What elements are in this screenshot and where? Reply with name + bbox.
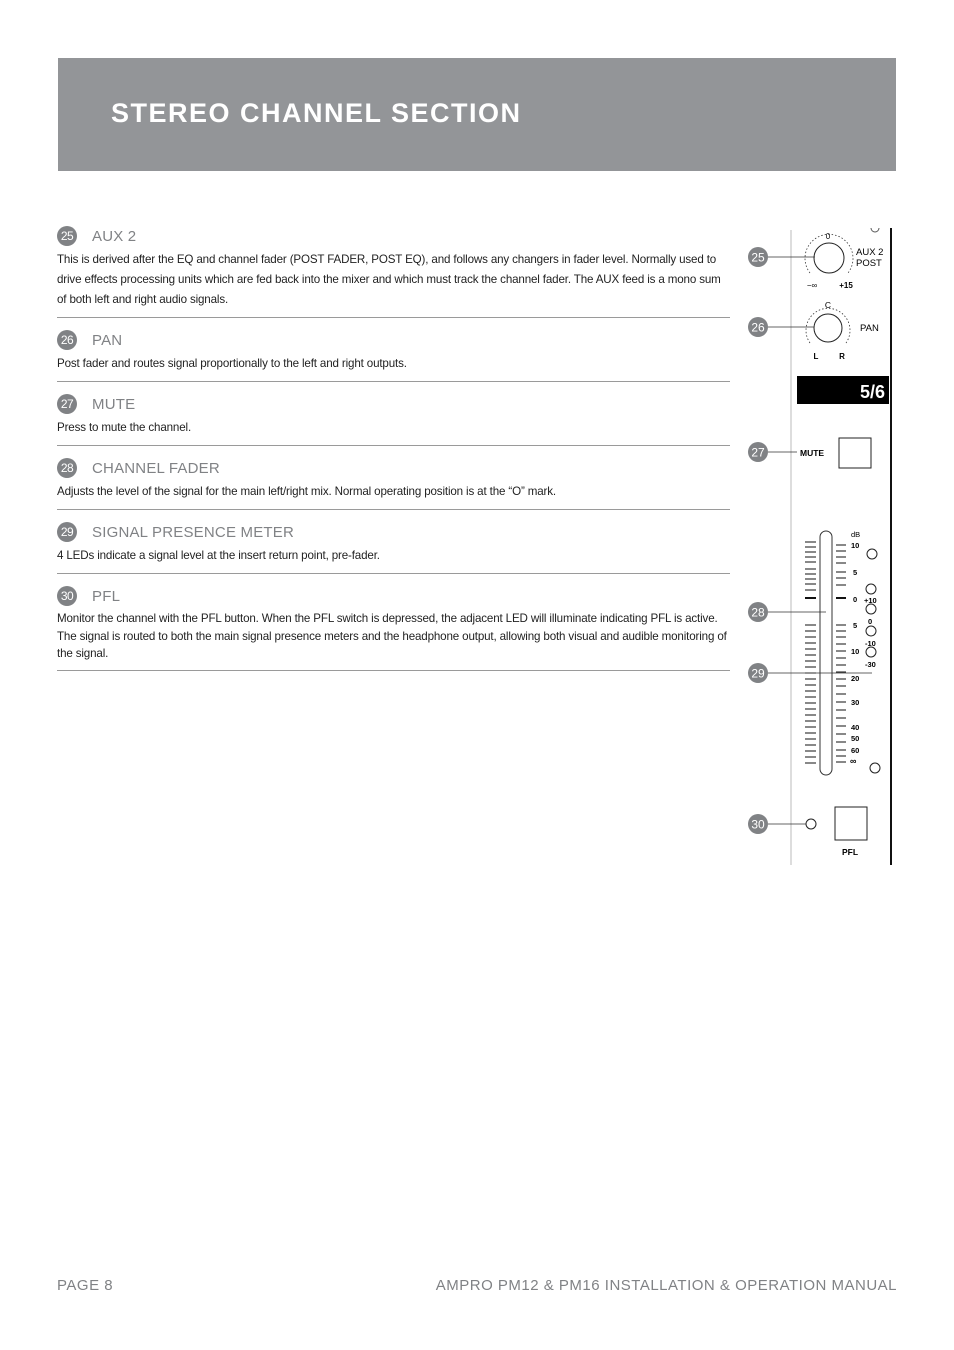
callout-number: 28 — [751, 605, 765, 620]
meter-led-icon — [866, 647, 876, 657]
section-number-badge: 26 — [57, 330, 77, 350]
channel-label: 5/6 — [859, 382, 885, 402]
callout-number: 29 — [751, 666, 765, 681]
fader-scale-label: 20 — [851, 674, 860, 683]
signal-led-icon — [870, 763, 880, 773]
section-signal-presence-meter — [57, 522, 730, 574]
section-pan — [57, 330, 730, 382]
section-title: SIGNAL PRESENCE METER — [92, 523, 295, 541]
section-body: Adjusts the level of the signal for the main left/right mix. Normal operating position is at the “O” mark. — [57, 485, 556, 498]
section-title: PFL — [92, 587, 121, 605]
section-number-badge: 30 — [57, 586, 77, 606]
header-banner — [58, 58, 896, 171]
section-aux2 — [57, 226, 730, 318]
fader-scale-label: 0 — [853, 595, 858, 604]
page-title: STEREO CHANNEL SECTION — [111, 98, 522, 128]
fader-scale-label: 60 — [851, 746, 860, 755]
clip-led-icon — [867, 549, 877, 559]
pan-left-label: L — [813, 352, 819, 361]
pfl-button — [835, 807, 867, 840]
meter-led-icon — [866, 604, 876, 614]
section-body: Press to mute the channel. — [57, 421, 192, 434]
pan-right-label: R — [839, 352, 845, 361]
fader-scale-label: 5 — [853, 568, 858, 577]
callout-number: 27 — [751, 445, 765, 460]
pan-knob — [806, 308, 850, 343]
page-number: PAGE 8 — [57, 1277, 114, 1294]
aux2-min-label: −∞ — [806, 281, 818, 290]
section-title: PAN — [92, 331, 123, 349]
fader-scale-label: 5 — [853, 621, 858, 630]
meter-led-icon — [866, 584, 876, 594]
aux2-post-label: POST — [856, 258, 882, 269]
callout-number: 30 — [751, 817, 765, 832]
fader-scale-label: 50 — [851, 734, 860, 743]
section-number-badge: 27 — [57, 394, 77, 414]
channel-strip-diagram — [740, 220, 900, 870]
pan-center-label: C — [824, 300, 832, 310]
partial-knob-icon — [871, 228, 879, 232]
fader-scale — [850, 530, 860, 766]
fader-ticks-right — [836, 545, 846, 762]
meter-scale-label: 0 — [868, 617, 873, 626]
meter-led-icon — [866, 626, 876, 636]
section-channel-fader — [57, 458, 730, 510]
section-body: Post fader and routes signal proportionally to the left and right outputs. — [57, 357, 407, 370]
aux2-label: AUX 2 — [856, 247, 884, 258]
section-number-badge: 25 — [57, 226, 77, 246]
section-body: This is derived after the EQ and channel fader (POST FADER, POST EQ), and follows any changers in fader level. Normally used to drive effects processing units which are fed back into the mixer and which must track the channel fader. The AUX feed is a mono sum of both left and right audio signals. — [57, 253, 721, 306]
pan-label: PAN — [860, 323, 879, 334]
aux2-top-label: 0 — [825, 232, 831, 241]
mute-button — [839, 438, 871, 468]
meter-scale-label: +10 — [864, 596, 877, 605]
pfl-label: PFL — [842, 847, 859, 857]
section-mute — [57, 394, 730, 446]
fader-scale-label: 30 — [851, 698, 860, 707]
section-title: MUTE — [92, 395, 136, 413]
section-body: 4 LEDs indicate a signal level at the insert return point, pre-fader. — [57, 549, 380, 562]
fader-ticks-left — [805, 542, 816, 763]
manual-title: AMPRO PM12 & PM16 INSTALLATION & OPERATION MANUAL — [435, 1277, 897, 1294]
section-number-badge: 28 — [57, 458, 77, 478]
meter-scale-label: -30 — [865, 660, 876, 669]
fader-scale-label: dB — [851, 530, 861, 539]
pfl-led-icon — [806, 819, 816, 829]
section-pfl — [57, 586, 730, 671]
meter-scale-label: -10 — [865, 639, 876, 648]
aux2-max-label: +15 — [839, 281, 853, 290]
section-body: Monitor the channel with the PFL button. When the PFL switch is depressed, the adjacent LED will illuminate indicating PFL is active. The signal is routed to both the main signal presence meters and the headphone output, allowing both visual and audible monitoring of the signal. — [57, 612, 727, 660]
callout-badges — [748, 247, 768, 834]
callout-number: 26 — [751, 320, 765, 335]
fader-scale-label: 10 — [851, 541, 860, 550]
section-number-badge: 29 — [57, 522, 77, 542]
fader-scale-label: 10 — [851, 647, 860, 656]
section-title: CHANNEL FADER — [92, 459, 220, 477]
mute-label: MUTE — [800, 448, 825, 458]
sections-list — [57, 226, 730, 683]
callout-number: 25 — [751, 250, 765, 265]
fader-slot — [820, 531, 832, 775]
fader-scale-label: ∞ — [850, 756, 857, 766]
fader-scale-label: 40 — [851, 723, 860, 732]
section-title: AUX 2 — [92, 227, 137, 245]
